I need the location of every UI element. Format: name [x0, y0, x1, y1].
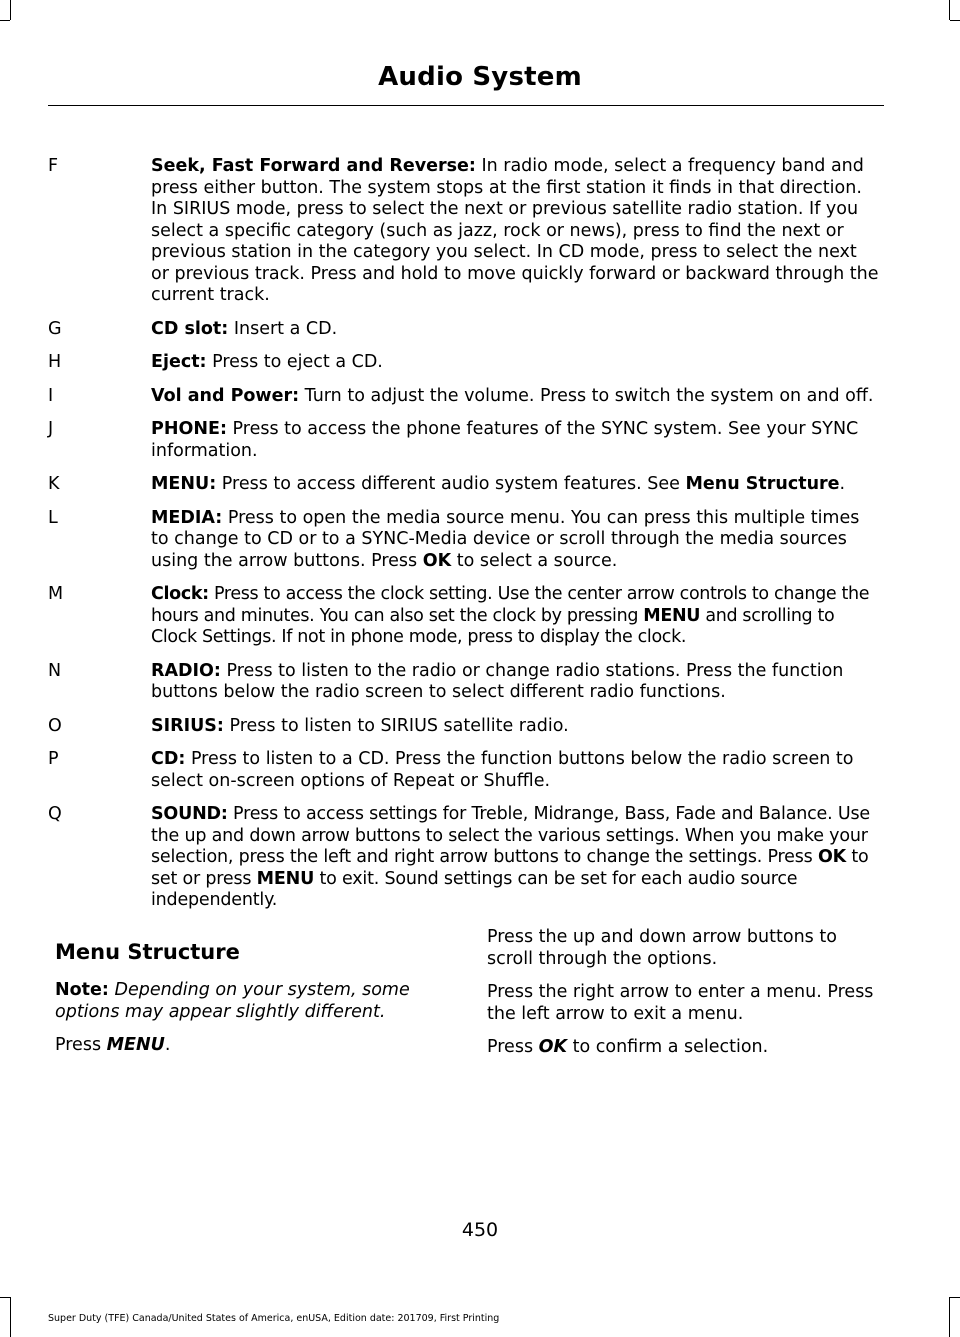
- page-number: 450: [461, 1219, 499, 1241]
- item-letter: Q: [48, 804, 62, 824]
- crop-mark: [950, 1297, 960, 1298]
- list-item: [0, 474, 960, 496]
- paragraph-text: to confirm a selection.: [567, 1037, 769, 1057]
- item-text: Press to access the phone features of the SYNC system. See your SYNC information.: [151, 419, 859, 461]
- crop-mark: [0, 1297, 10, 1298]
- paragraph-text: Press: [55, 1035, 107, 1055]
- item-label: Clock:: [151, 584, 209, 604]
- menu-structure-right-column: [487, 927, 887, 1071]
- menu-key-label: MENU: [106, 1035, 165, 1055]
- item-letter: N: [48, 660, 62, 681]
- item-letter: M: [48, 584, 64, 604]
- crop-mark: [10, 1297, 11, 1337]
- item-letter: P: [48, 749, 59, 769]
- crop-mark: [949, 0, 950, 20]
- instruction-paragraph: [487, 1037, 887, 1059]
- item-description: [151, 419, 879, 462]
- item-label: Seek, Fast Forward and Reverse:: [151, 156, 476, 176]
- list-item: [0, 716, 960, 738]
- item-label: MEDIA:: [151, 507, 223, 528]
- menu-key-label: MENU: [643, 605, 701, 626]
- list-item: [0, 319, 960, 341]
- page-title: Audio System: [378, 62, 582, 92]
- item-description: [151, 584, 879, 649]
- item-letter: H: [48, 352, 62, 372]
- list-item: [0, 804, 960, 912]
- item-label: SIRIUS:: [151, 715, 224, 736]
- instruction-paragraph: Press the up and down arrow buttons to scroll through the options.: [487, 927, 837, 969]
- item-label: Eject:: [151, 352, 207, 372]
- header-divider: [48, 105, 884, 106]
- item-description: [151, 804, 879, 912]
- item-text: to select a source.: [451, 550, 618, 571]
- menu-structure-left-column: [55, 940, 435, 1069]
- crop-mark: [10, 0, 11, 20]
- item-description: [151, 386, 879, 408]
- crop-mark: [949, 1297, 950, 1337]
- item-text: Press to access the clock setting. Use the center arrow controls to change the hours and minutes. You can also set the clock by pressing: [151, 584, 870, 626]
- note-text: Depending on your system, some options may appear slightly different.: [55, 980, 410, 1022]
- list-item: [0, 749, 960, 792]
- item-letter: K: [48, 474, 60, 494]
- ok-key-label: OK: [422, 550, 452, 571]
- menu-key-label: MENU: [256, 868, 315, 889]
- section-heading: Menu Structure: [55, 940, 240, 964]
- note-label: Note:: [55, 980, 109, 1000]
- item-letter: J: [48, 419, 54, 439]
- item-description: [151, 352, 879, 374]
- item-label: MENU:: [151, 474, 217, 494]
- item-description: [151, 508, 879, 573]
- item-description: [151, 156, 879, 307]
- item-letter: G: [48, 318, 62, 339]
- item-text: and scrolling to Clock Settings. If not in phone mode, press to display the clock.: [151, 605, 835, 647]
- item-label: RADIO:: [151, 660, 221, 681]
- paragraph-text: .: [164, 1035, 171, 1055]
- item-text: Press to access different audio system features. See: [216, 474, 686, 494]
- item-label: CD:: [151, 749, 186, 769]
- item-text: to set or press: [151, 847, 869, 889]
- item-text: to exit. Sound settings can be set for each audio source independently.: [151, 868, 798, 910]
- list-item: [0, 508, 960, 573]
- footer-edition-info: Super Duty (TFE) Canada/United States of America, enUSA, Edition date: 201709, First Printing: [48, 1313, 500, 1324]
- item-text: .: [839, 474, 846, 494]
- item-text: Press to open the media source menu. You can press this multiple times to change to CD or to a SYNC-Media device or scroll through the media sources using the arrow buttons. Press: [151, 507, 860, 571]
- item-label: PHONE:: [151, 419, 227, 439]
- item-description: [151, 319, 879, 341]
- item-description: [151, 661, 879, 704]
- item-text: In radio mode, select a frequency band and press either button. The system stops at the first station it finds in that direction. In SIRIUS mode, press to select the next or previous satellite radio station. If you select a specific category (such as jazz, rock or news), press to find the next or previous station in the category you select. In CD mode, press to select the next or previous track. Press and hold to move quickly forward or backward through the current track.: [151, 156, 879, 305]
- control-list: [0, 156, 960, 924]
- item-description: [151, 716, 879, 738]
- list-item: [0, 661, 960, 704]
- item-letter: L: [48, 507, 58, 528]
- list-item: [0, 156, 960, 307]
- ok-key-label: OK: [817, 847, 846, 867]
- paragraph-text: Press: [487, 1037, 539, 1057]
- press-menu-paragraph: [55, 1035, 435, 1057]
- item-description: [151, 474, 879, 496]
- instruction-paragraph: Press the right arrow to enter a menu. Press the left arrow to exit a menu.: [487, 982, 874, 1024]
- item-label: CD slot:: [151, 318, 229, 339]
- item-label: SOUND:: [151, 804, 228, 824]
- cross-reference-link[interactable]: Menu Structure: [685, 474, 840, 494]
- list-item: [0, 386, 960, 408]
- item-text: Insert a CD.: [228, 318, 338, 339]
- item-letter: F: [48, 156, 59, 176]
- item-description: [151, 749, 879, 792]
- item-text: Turn to adjust the volume. Press to switch the system on and off.: [299, 385, 874, 406]
- item-label: Vol and Power:: [151, 385, 300, 406]
- ok-key-label: OK: [538, 1037, 568, 1057]
- note-paragraph: [55, 980, 435, 1023]
- item-letter: I: [48, 385, 54, 406]
- item-text: Press to access settings for Treble, Midrange, Bass, Fade and Balance. Use the up and down arrow buttons to select the various settings. When you make your selection, press the left and right arrow buttons to change the settings. Press: [151, 804, 870, 867]
- item-letter: O: [48, 715, 62, 736]
- item-text: Press to listen to the radio or change radio stations. Press the function buttons below the radio screen to select different radio functions.: [151, 660, 844, 702]
- item-text: Press to eject a CD.: [206, 352, 383, 372]
- list-item: [0, 584, 960, 649]
- item-text: Press to listen to SIRIUS satellite radio.: [223, 715, 569, 736]
- item-text: Press to listen to a CD. Press the function buttons below the radio screen to select on-screen options of Repeat or Shuffle.: [151, 749, 854, 791]
- crop-mark: [950, 20, 960, 21]
- list-item: [0, 419, 960, 462]
- crop-mark: [0, 20, 10, 21]
- list-item: [0, 352, 960, 374]
